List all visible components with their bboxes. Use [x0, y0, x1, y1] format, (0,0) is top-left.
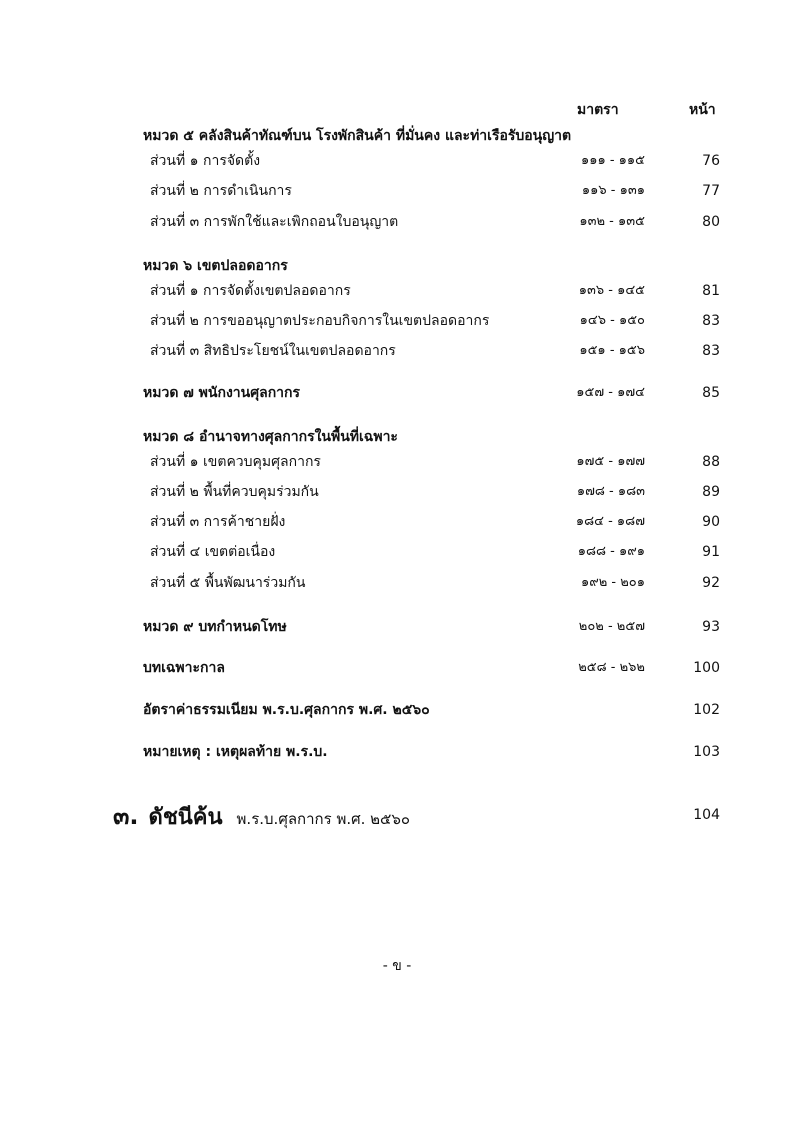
entry-title: ส่วนที่ ๑ เขตควบคุมศุลกากร: [150, 454, 321, 470]
toc-chapter-row: [0, 699, 794, 721]
toc-chapter-row: [0, 741, 794, 763]
page-number: 91: [702, 544, 720, 560]
page-number: 80: [702, 214, 720, 230]
toc-part-row: [0, 481, 794, 503]
entry-title: หมายเหตุ : เหตุผลท้าย พ.ร.บ.: [143, 744, 328, 760]
page-number: 88: [702, 454, 720, 470]
page-number: 103: [693, 744, 720, 760]
entry-title: หมวด ๕ คลังสินค้าทัณฑ์บน โรงพักสินค้า ที่มั่นคง และท่าเรือรับอนุญาต: [143, 128, 572, 144]
section-column-header: มาตรา: [577, 102, 619, 118]
section-range: ๒๕๘ - ๒๖๒: [578, 660, 645, 675]
toc-part-row: [0, 572, 794, 594]
section-range: ๑๕๗ - ๑๗๔: [576, 385, 645, 400]
index-title: ดัชนีค้น: [148, 805, 223, 830]
entry-title: ส่วนที่ ๓ การค้าชายฝั่ง: [150, 514, 286, 530]
entry-title: อัตราค่าธรรมเนียม พ.ร.บ.ศุลกากร พ.ศ. ๒๕๖๐: [143, 702, 430, 718]
toc-part-row: [0, 310, 794, 332]
toc-chapter-row: [0, 426, 794, 448]
entry-title: หมวด ๖ เขตปลอดอากร: [143, 258, 288, 274]
section-range: ๒๐๒ - ๒๕๗: [578, 619, 645, 634]
page-number: 93: [702, 619, 720, 635]
page-number: 85: [702, 385, 720, 401]
index-page: 104: [693, 807, 720, 823]
entry-title: หมวด ๗ พนักงานศุลกากร: [143, 385, 301, 401]
entry-title: ส่วนที่ ๑ การจัดตั้งเขตปลอดอากร: [150, 283, 351, 299]
entry-title: ส่วนที่ ๔ เขตต่อเนื่อง: [150, 544, 276, 560]
entry-title: ส่วนที่ ๓ สิทธิประโยชน์ในเขตปลอดอากร: [150, 343, 396, 359]
section-range: ๑๕๑ - ๑๕๖: [579, 343, 645, 358]
section-range: ๑๑๖ - ๑๓๑: [581, 183, 645, 198]
page-number: 102: [693, 702, 720, 718]
page-number: 77: [702, 183, 720, 199]
index-entry: [113, 800, 410, 832]
section-range: ๑๑๑ - ๑๑๕: [580, 153, 645, 168]
toc-chapter-row: [0, 657, 794, 679]
toc-part-row: [0, 511, 794, 533]
section-range: ๑๘๘ - ๑๙๑: [577, 544, 645, 559]
toc-part-row: [0, 150, 794, 172]
toc-part-row: [0, 180, 794, 202]
toc-part-row: [0, 541, 794, 563]
toc-part-row: [0, 340, 794, 362]
page-number: 83: [702, 343, 720, 359]
page-number: 92: [702, 575, 720, 591]
entry-title: บทเฉพาะกาล: [143, 660, 225, 676]
section-range: ๑๔๖ - ๑๕๐: [579, 313, 645, 328]
entry-title: ส่วนที่ ๑ การจัดตั้ง: [150, 153, 261, 169]
entry-title: ส่วนที่ ๒ การขออนุญาตประกอบกิจการในเขตปลอดอากร: [150, 313, 490, 329]
section-range: ๑๘๔ - ๑๘๗: [575, 514, 645, 529]
entry-title: ส่วนที่ ๓ การพักใช้และเพิกถอนใบอนุญาต: [150, 214, 399, 230]
page-number: 89: [702, 484, 720, 500]
toc-chapter-row: [0, 255, 794, 277]
page-number-footer: - ข -: [382, 958, 412, 974]
toc-part-row: [0, 451, 794, 473]
section-range: ๑๙๒ - ๒๐๑: [580, 575, 645, 590]
page-number: 100: [693, 660, 720, 676]
section-range: ๑๓๖ - ๑๔๕: [578, 283, 645, 298]
toc-chapter-row: [0, 616, 794, 638]
section-range: ๑๗๘ - ๑๘๓: [576, 484, 645, 499]
entry-title: หมวด ๘ อำนาจทางศุลกากรในพื้นที่เฉพาะ: [143, 429, 398, 445]
page-column-header: หน้า: [689, 102, 716, 118]
entry-title: ส่วนที่ ๕ พื้นพัฒนาร่วมกัน: [150, 575, 306, 591]
toc-part-row: [0, 211, 794, 233]
section-range: ๑๗๕ - ๑๗๗: [576, 454, 645, 469]
index-subtitle: พ.ร.บ.ศุลกากร พ.ศ. ๒๕๖๐: [236, 810, 411, 828]
index-number: ๓.: [113, 802, 139, 830]
section-range: ๑๓๒ - ๑๓๕: [579, 214, 645, 229]
entry-title: ส่วนที่ ๒ พื้นที่ควบคุมร่วมกัน: [150, 484, 319, 500]
toc-chapter-row: [0, 382, 794, 404]
toc-chapter-row: [0, 125, 794, 147]
page-number: 83: [702, 313, 720, 329]
page-number: 81: [702, 283, 720, 299]
page-number: 90: [702, 514, 720, 530]
toc-part-row: [0, 280, 794, 302]
entry-title: หมวด ๙ บทกำหนดโทษ: [143, 619, 287, 635]
page-number: 76: [702, 153, 720, 169]
entry-title: ส่วนที่ ๒ การดำเนินการ: [150, 183, 292, 199]
